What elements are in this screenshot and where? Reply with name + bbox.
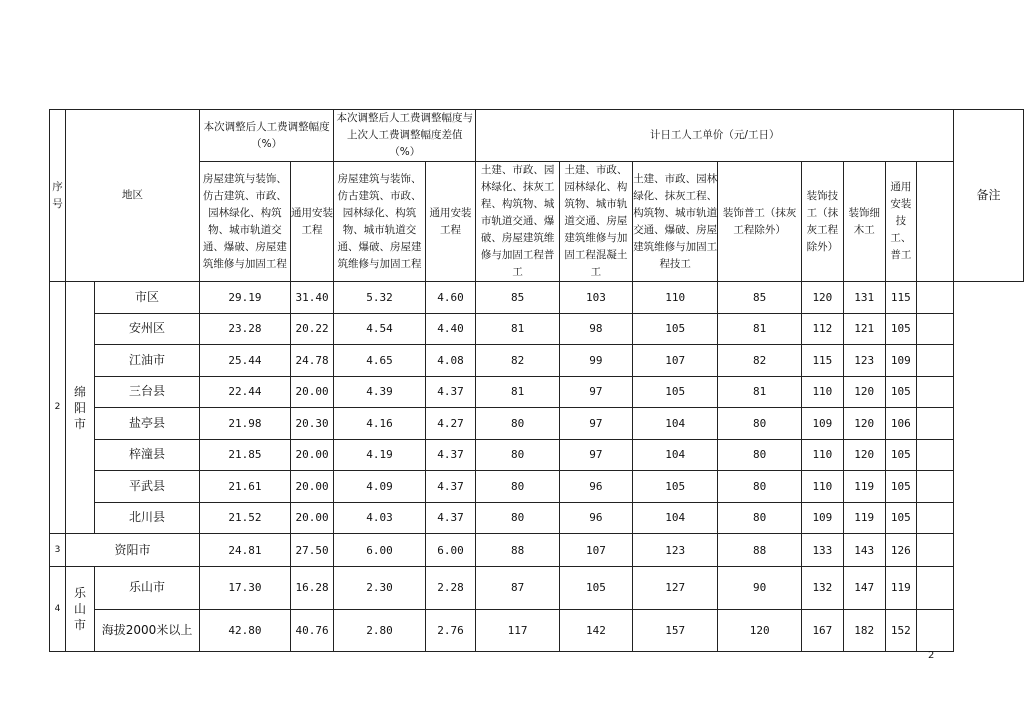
value-cell: 120 [843,376,885,408]
remark-cell [917,471,954,503]
area-name: 乐山市 [95,567,200,610]
value-cell: 20.00 [290,439,333,471]
value-cell: 104 [632,408,717,440]
remark-cell [917,534,954,567]
header-sub-5: 土建、市政、园林绿化、抹灰工程、构筑物、城市轨道交通、爆破、房屋建筑维修与加固工程普工 [476,162,560,282]
value-cell: 80 [476,439,560,471]
value-cell: 21.52 [200,502,291,534]
value-cell: 117 [476,609,560,652]
value-cell: 21.98 [200,408,291,440]
value-cell: 81 [718,313,802,345]
value-cell: 120 [843,408,885,440]
value-cell: 20.30 [290,408,333,440]
area-name: 梓潼县 [95,439,200,471]
area-name: 资阳市 [65,534,199,567]
value-cell: 81 [718,376,802,408]
header-sub-9: 装饰技工（抹灰工程除外） [801,162,843,282]
value-cell: 4.40 [425,313,476,345]
value-cell: 105 [632,376,717,408]
value-cell: 21.85 [200,439,291,471]
header-sub-11: 通用安装技工、普工 [885,162,916,282]
value-cell: 4.39 [334,376,425,408]
value-cell: 4.54 [334,313,425,345]
value-cell: 80 [718,471,802,503]
table-row [50,609,1024,652]
value-cell: 147 [843,567,885,610]
value-cell: 105 [559,567,632,610]
value-cell: 81 [476,376,560,408]
value-cell: 105 [885,502,916,534]
value-cell: 4.16 [334,408,425,440]
value-cell: 24.81 [200,534,291,567]
row-index: 3 [50,534,66,567]
value-cell: 96 [559,471,632,503]
value-cell: 27.50 [290,534,333,567]
header-group-daily-wage: 计日工人工单价（元/工日） [476,110,954,162]
value-cell: 127 [632,567,717,610]
value-cell: 2.28 [425,567,476,610]
table-row [50,282,1024,314]
header-sub-3: 房屋建筑与装饰、仿古建筑、市政、园林绿化、构筑物、城市轨道交通、爆破、房屋建筑维修与加固工程 [334,162,425,282]
value-cell: 119 [885,567,916,610]
table-row [50,439,1024,471]
value-cell: 104 [632,502,717,534]
value-cell: 109 [885,345,916,377]
value-cell: 4.37 [425,439,476,471]
header-sub-6: 土建、市政、园林绿化、构筑物、城市轨道交通、房屋建筑维修与加固工程混凝土工 [559,162,632,282]
remark-cell [917,313,954,345]
value-cell: 85 [718,282,802,314]
value-cell: 85 [476,282,560,314]
table-row [50,345,1024,377]
value-cell: 82 [718,345,802,377]
remark-cell [917,567,954,610]
value-cell: 4.27 [425,408,476,440]
header-seq: 序号 [50,110,66,282]
value-cell: 81 [476,313,560,345]
value-cell: 40.76 [290,609,333,652]
value-cell: 4.65 [334,345,425,377]
remark-cell [917,282,954,314]
value-cell: 120 [801,282,843,314]
value-cell: 120 [843,439,885,471]
header-sub-7: 土建、市政、园林绿化、抹灰工程、构筑物、城市轨道交通、爆破、房屋建筑维修与加固工程技工 [632,162,717,282]
value-cell: 88 [476,534,560,567]
value-cell: 120 [718,609,802,652]
value-cell: 80 [718,502,802,534]
remark-cell [917,439,954,471]
table-row [50,408,1024,440]
value-cell: 2.30 [334,567,425,610]
value-cell: 123 [632,534,717,567]
value-cell: 22.44 [200,376,291,408]
remark-cell [917,609,954,652]
area-name: 江油市 [95,345,200,377]
area-name: 北川县 [95,502,200,534]
value-cell: 20.00 [290,471,333,503]
value-cell: 126 [885,534,916,567]
value-cell: 133 [801,534,843,567]
value-cell: 107 [559,534,632,567]
area-name: 平武县 [95,471,200,503]
value-cell: 29.19 [200,282,291,314]
row-index: 4 [50,567,66,652]
area-name: 市区 [95,282,200,314]
remark-cell [917,408,954,440]
value-cell: 80 [718,408,802,440]
value-cell: 103 [559,282,632,314]
header-row-1 [50,110,1024,162]
value-cell: 182 [843,609,885,652]
value-cell: 97 [559,376,632,408]
table-row [50,567,1024,610]
value-cell: 4.37 [425,471,476,503]
value-cell: 131 [843,282,885,314]
table-row [50,502,1024,534]
value-cell: 105 [632,313,717,345]
value-cell: 4.37 [425,376,476,408]
value-cell: 2.80 [334,609,425,652]
value-cell: 106 [885,408,916,440]
value-cell: 98 [559,313,632,345]
table-row [50,534,1024,567]
value-cell: 109 [801,408,843,440]
value-cell: 87 [476,567,560,610]
value-cell: 119 [843,471,885,503]
value-cell: 4.37 [425,502,476,534]
city-cell: 绵阳市 [65,282,94,534]
value-cell: 24.78 [290,345,333,377]
table-row [50,313,1024,345]
value-cell: 20.00 [290,376,333,408]
value-cell: 4.03 [334,502,425,534]
value-cell: 105 [885,313,916,345]
table-row [50,471,1024,503]
value-cell: 142 [559,609,632,652]
value-cell: 21.61 [200,471,291,503]
area-name: 安州区 [95,313,200,345]
value-cell: 167 [801,609,843,652]
value-cell: 20.00 [290,502,333,534]
value-cell: 42.80 [200,609,291,652]
value-cell: 16.28 [290,567,333,610]
value-cell: 99 [559,345,632,377]
value-cell: 97 [559,408,632,440]
header-group-adjust-rate: 本次调整后人工费调整幅度（%） [200,110,334,162]
area-name: 三台县 [95,376,200,408]
value-cell: 80 [718,439,802,471]
header-sub-4: 通用安装工程 [425,162,476,282]
value-cell: 80 [476,471,560,503]
value-cell: 4.09 [334,471,425,503]
value-cell: 107 [632,345,717,377]
value-cell: 105 [632,471,717,503]
value-cell: 110 [801,376,843,408]
value-cell: 96 [559,502,632,534]
value-cell: 115 [885,282,916,314]
city-cell: 乐山市 [65,567,94,652]
value-cell: 80 [476,408,560,440]
remark-cell [917,345,954,377]
header-sub-8: 装饰普工（抹灰工程除外） [718,162,802,282]
value-cell: 105 [885,376,916,408]
value-cell: 80 [476,502,560,534]
value-cell: 115 [801,345,843,377]
value-cell: 25.44 [200,345,291,377]
value-cell: 119 [843,502,885,534]
value-cell: 82 [476,345,560,377]
value-cell: 109 [801,502,843,534]
value-cell: 6.00 [425,534,476,567]
header-sub-1: 房屋建筑与装饰、仿古建筑、市政、园林绿化、构筑物、城市轨道交通、爆破、房屋建筑维修与加固工程 [200,162,291,282]
header-sub-2: 通用安装工程 [290,162,333,282]
value-cell: 31.40 [290,282,333,314]
value-cell: 110 [801,471,843,503]
remark-cell [917,376,954,408]
value-cell: 110 [801,439,843,471]
value-cell: 20.22 [290,313,333,345]
value-cell: 143 [843,534,885,567]
value-cell: 2.76 [425,609,476,652]
value-cell: 105 [885,439,916,471]
value-cell: 88 [718,534,802,567]
value-cell: 5.32 [334,282,425,314]
remark-cell [917,502,954,534]
value-cell: 104 [632,439,717,471]
value-cell: 132 [801,567,843,610]
value-cell: 157 [632,609,717,652]
value-cell: 97 [559,439,632,471]
value-cell: 6.00 [334,534,425,567]
value-cell: 121 [843,313,885,345]
value-cell: 4.60 [425,282,476,314]
area-name: 海拔2000米以上 [95,609,200,652]
value-cell: 4.19 [334,439,425,471]
value-cell: 110 [632,282,717,314]
value-cell: 123 [843,345,885,377]
header-sub-10: 装饰细木工 [843,162,885,282]
area-name: 盐亭县 [95,408,200,440]
page-number: 2 [928,650,935,661]
value-cell: 4.08 [425,345,476,377]
wage-table [49,109,1024,652]
value-cell: 152 [885,609,916,652]
value-cell: 105 [885,471,916,503]
header-region: 地区 [65,110,199,282]
value-cell: 17.30 [200,567,291,610]
header-remark: 备注 [954,110,1024,282]
table-row [50,376,1024,408]
value-cell: 112 [801,313,843,345]
value-cell: 90 [718,567,802,610]
value-cell: 23.28 [200,313,291,345]
header-group-rate-diff: 本次调整后人工费调整幅度与上次人工费调整幅度差值（%） [334,110,476,162]
row-index: 2 [50,282,66,534]
